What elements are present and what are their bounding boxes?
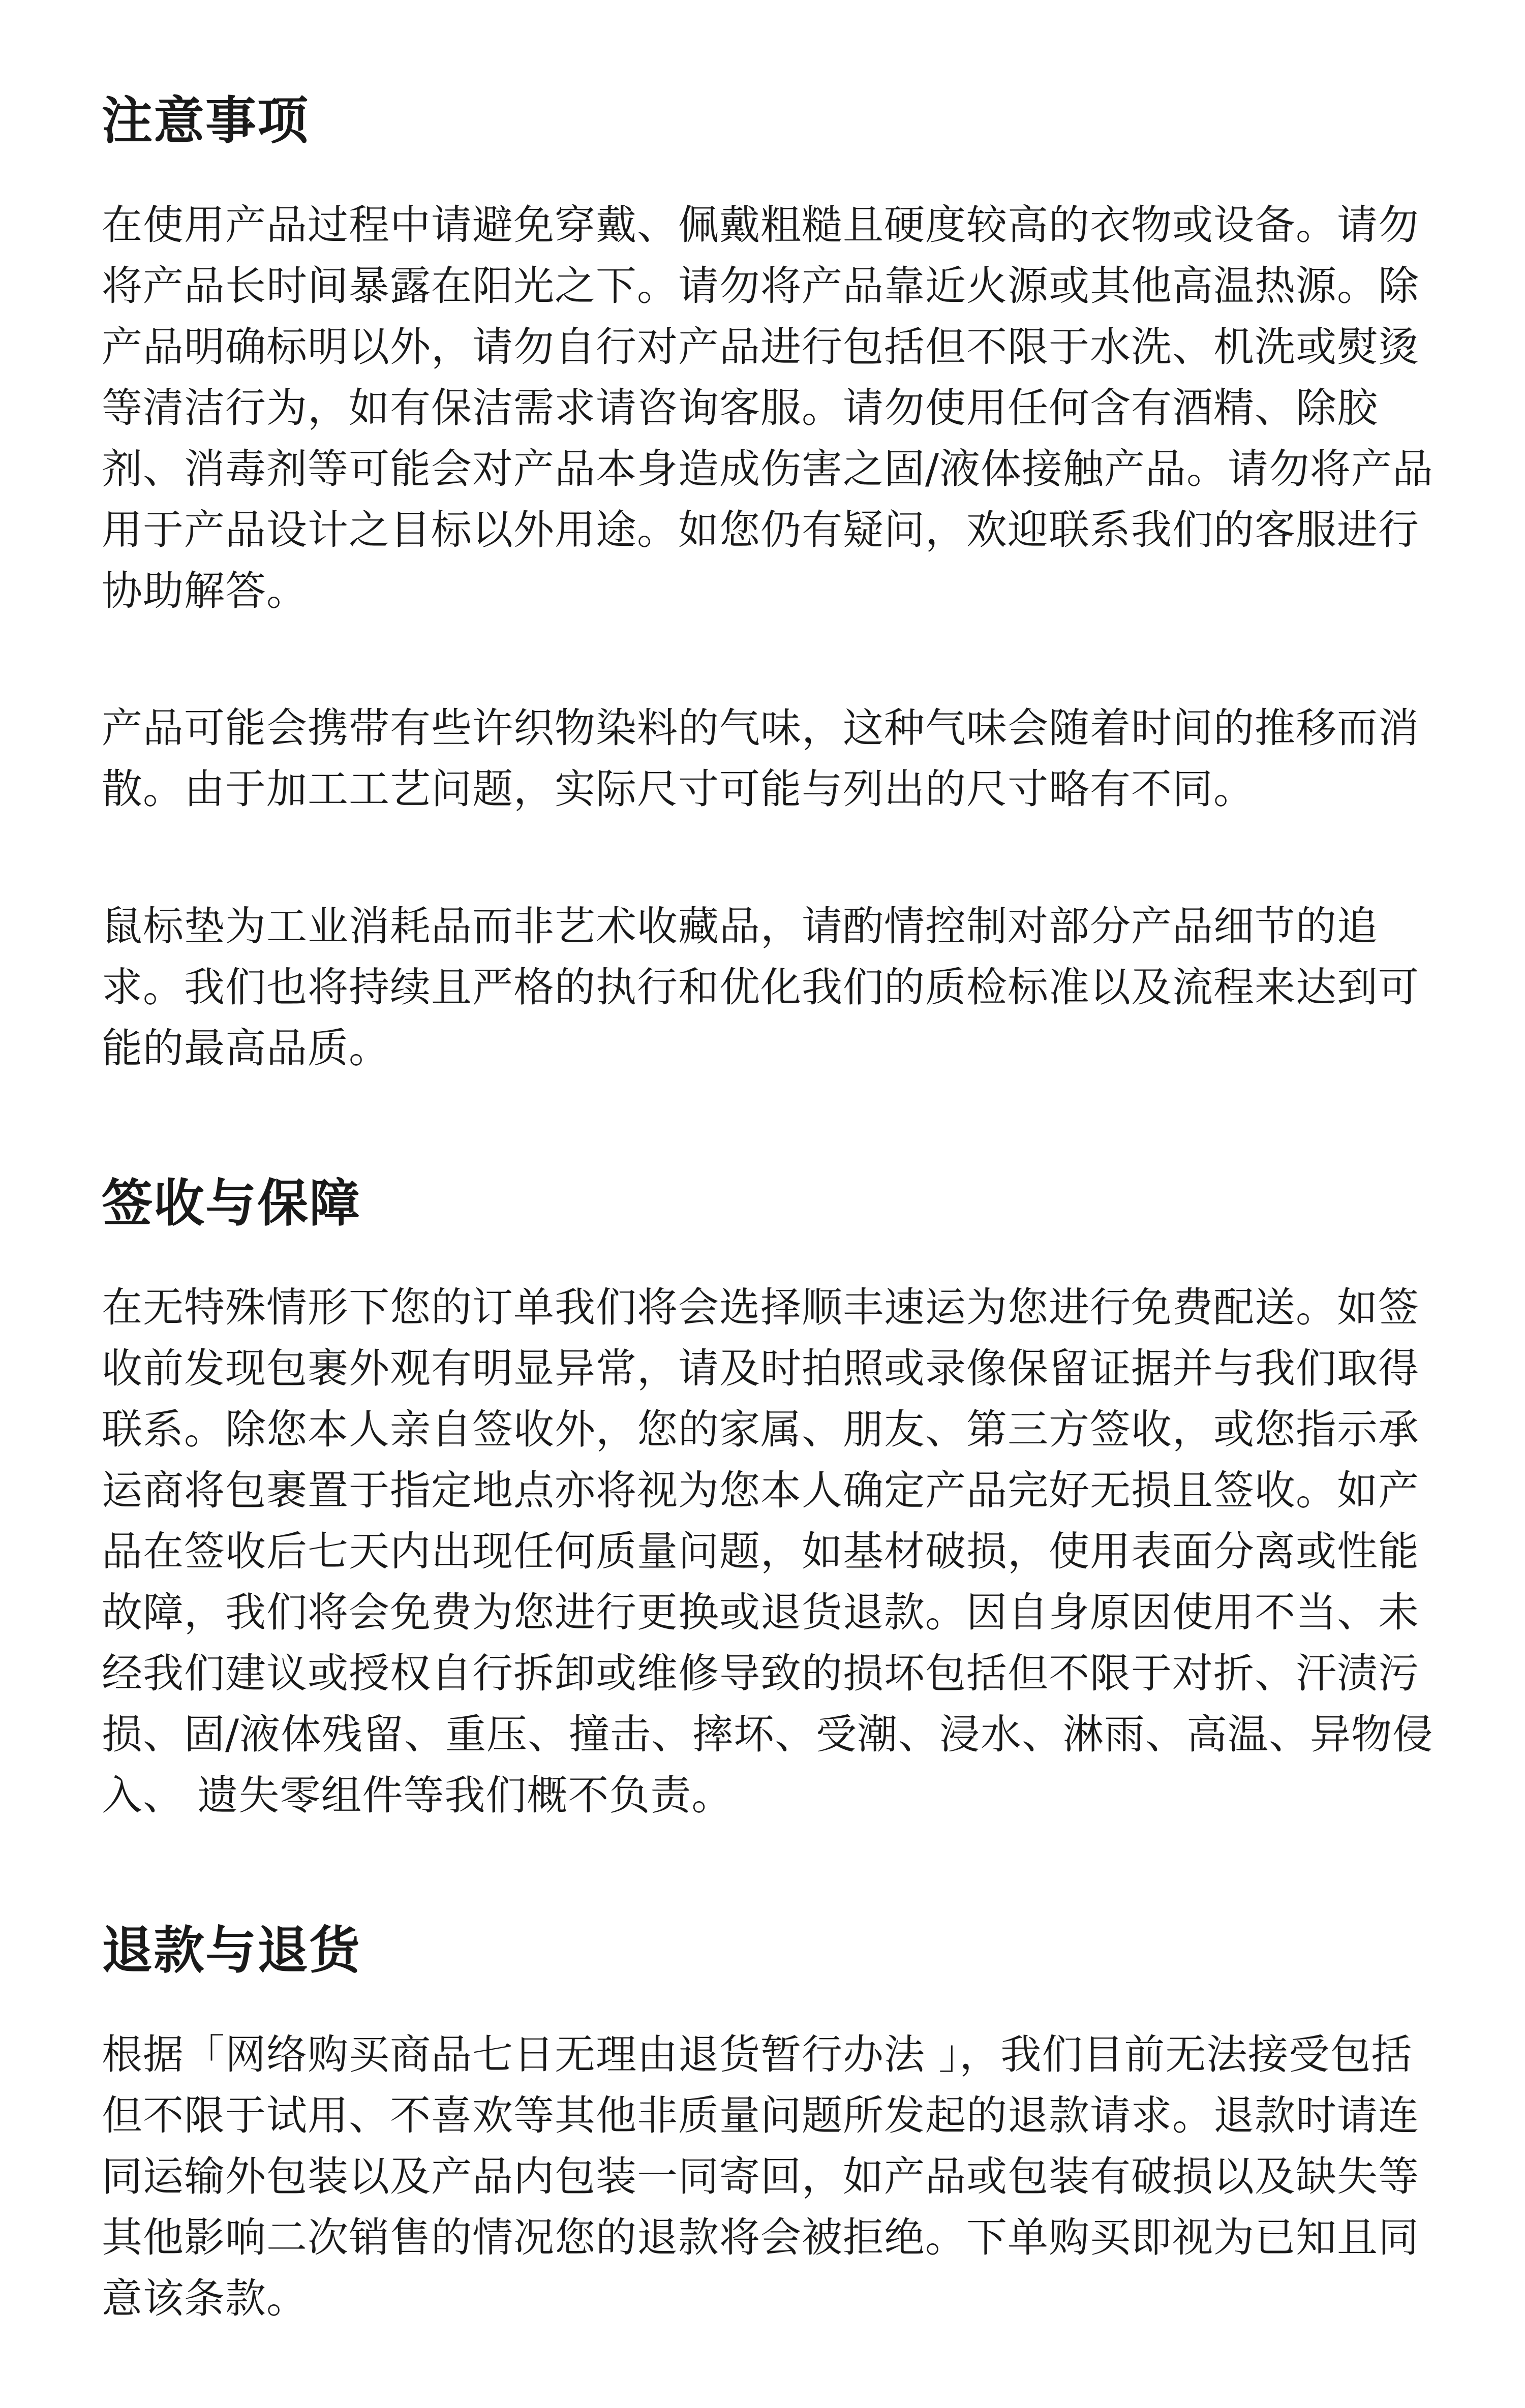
paragraph [102,195,1434,622]
section-title: 签收与保障 [102,1174,361,1233]
text-line: 产品可能会携带有些许织物染料的气味，这种气味会随着时间的推移而消 [102,704,1419,752]
text-line: 其他影响二次销售的情况您的退款将会被拒绝。下单购买即视为已知且同 [102,2214,1419,2261]
text-line: 能的最高品质。 [102,1025,390,1072]
paragraph [102,1277,1434,1826]
paragraph [102,698,1423,820]
text-line: 鼠标垫为工业消耗品而非艺术收藏品，请酌情控制对部分产品细节的追 [102,903,1378,950]
text-line: 在使用产品过程中请避免穿戴、佩戴粗糙且硬度较高的衣物或设备。请勿 [102,201,1419,249]
paragraph [102,896,1423,1079]
text-line: 等清洁行为，如有保洁需求请咨询客服。请勿使用任何含有酒精、除胶 [102,384,1378,431]
text-line: 剂、消毒剂等可能会对产品本身造成伤害之固/液体接触产品。请勿将产品 [102,445,1434,492]
section-refund-return [102,1915,1423,2329]
paragraph [102,2024,1423,2329]
text-line: 根据「网络购买商品七日无理由退货暂行办法 」，我们目前无法接受包括 [102,2031,1413,2078]
section-precautions [102,85,1434,1079]
section-title: 退款与退货 [102,1921,361,1980]
text-line: 产品明确标明以外，请勿自行对产品进行包括但不限于水洗、机洗或熨烫 [102,323,1419,371]
text-line: 协助解答。 [102,567,308,614]
text-line: 散。由于加工工艺问题，实际尺寸可能与列出的尺寸略有不同。 [102,765,1255,813]
section-receipt-guarantee [102,1168,1434,1826]
text-line: 但不限于试用、不喜欢等其他非质量问题所发起的退款请求。退款时请连 [102,2092,1419,2139]
text-line: 用于产品设计之目标以外用途。如您仍有疑问，欢迎联系我们的客服进行 [102,506,1419,553]
text-line: 同运输外包装以及产品内包装一同寄回，如产品或包装有破损以及缺失等 [102,2153,1419,2200]
text-line: 意该条款。 [102,2275,308,2322]
text-line: 经我们建议或授权自行拆卸或维修导致的损坏包括但不限于对折、汗渍污 [102,1650,1419,1697]
section-title: 注意事项 [102,91,309,150]
text-line: 品在签收后七天内出现任何质量问题，如基材破损，使用表面分离或性能 [102,1528,1419,1575]
text-line: 联系。除您本人亲自签收外，您的家属、朋友、第三方签收，或您指示承 [102,1406,1419,1453]
text-line: 入、 遗失零组件等我们概不负责。 [102,1772,733,1819]
text-line: 将产品长时间暴露在阳光之下。请勿将产品靠近火源或其他高温热源。除 [102,262,1419,310]
text-line: 求。我们也将持续且严格的执行和优化我们的质检标准以及流程来达到可 [102,964,1419,1011]
text-line: 在无特殊情形下您的订单我们将会选择顺丰速运为您进行免费配送。如签 [102,1284,1419,1331]
text-line: 运商将包裹置于指定地点亦将视为您本人确定产品完好无损且签收。如产 [102,1467,1419,1514]
text-line: 故障，我们将会免费为您进行更换或退货退款。因自身原因使用不当、未 [102,1589,1419,1636]
text-line: 收前发现包裹外观有明显异常，请及时拍照或录像保留证据并与我们取得 [102,1345,1419,1392]
text-line: 损、固/液体残留、重压、撞击、摔坏、受潮、浸水、淋雨、高温、异物侵 [102,1711,1434,1758]
